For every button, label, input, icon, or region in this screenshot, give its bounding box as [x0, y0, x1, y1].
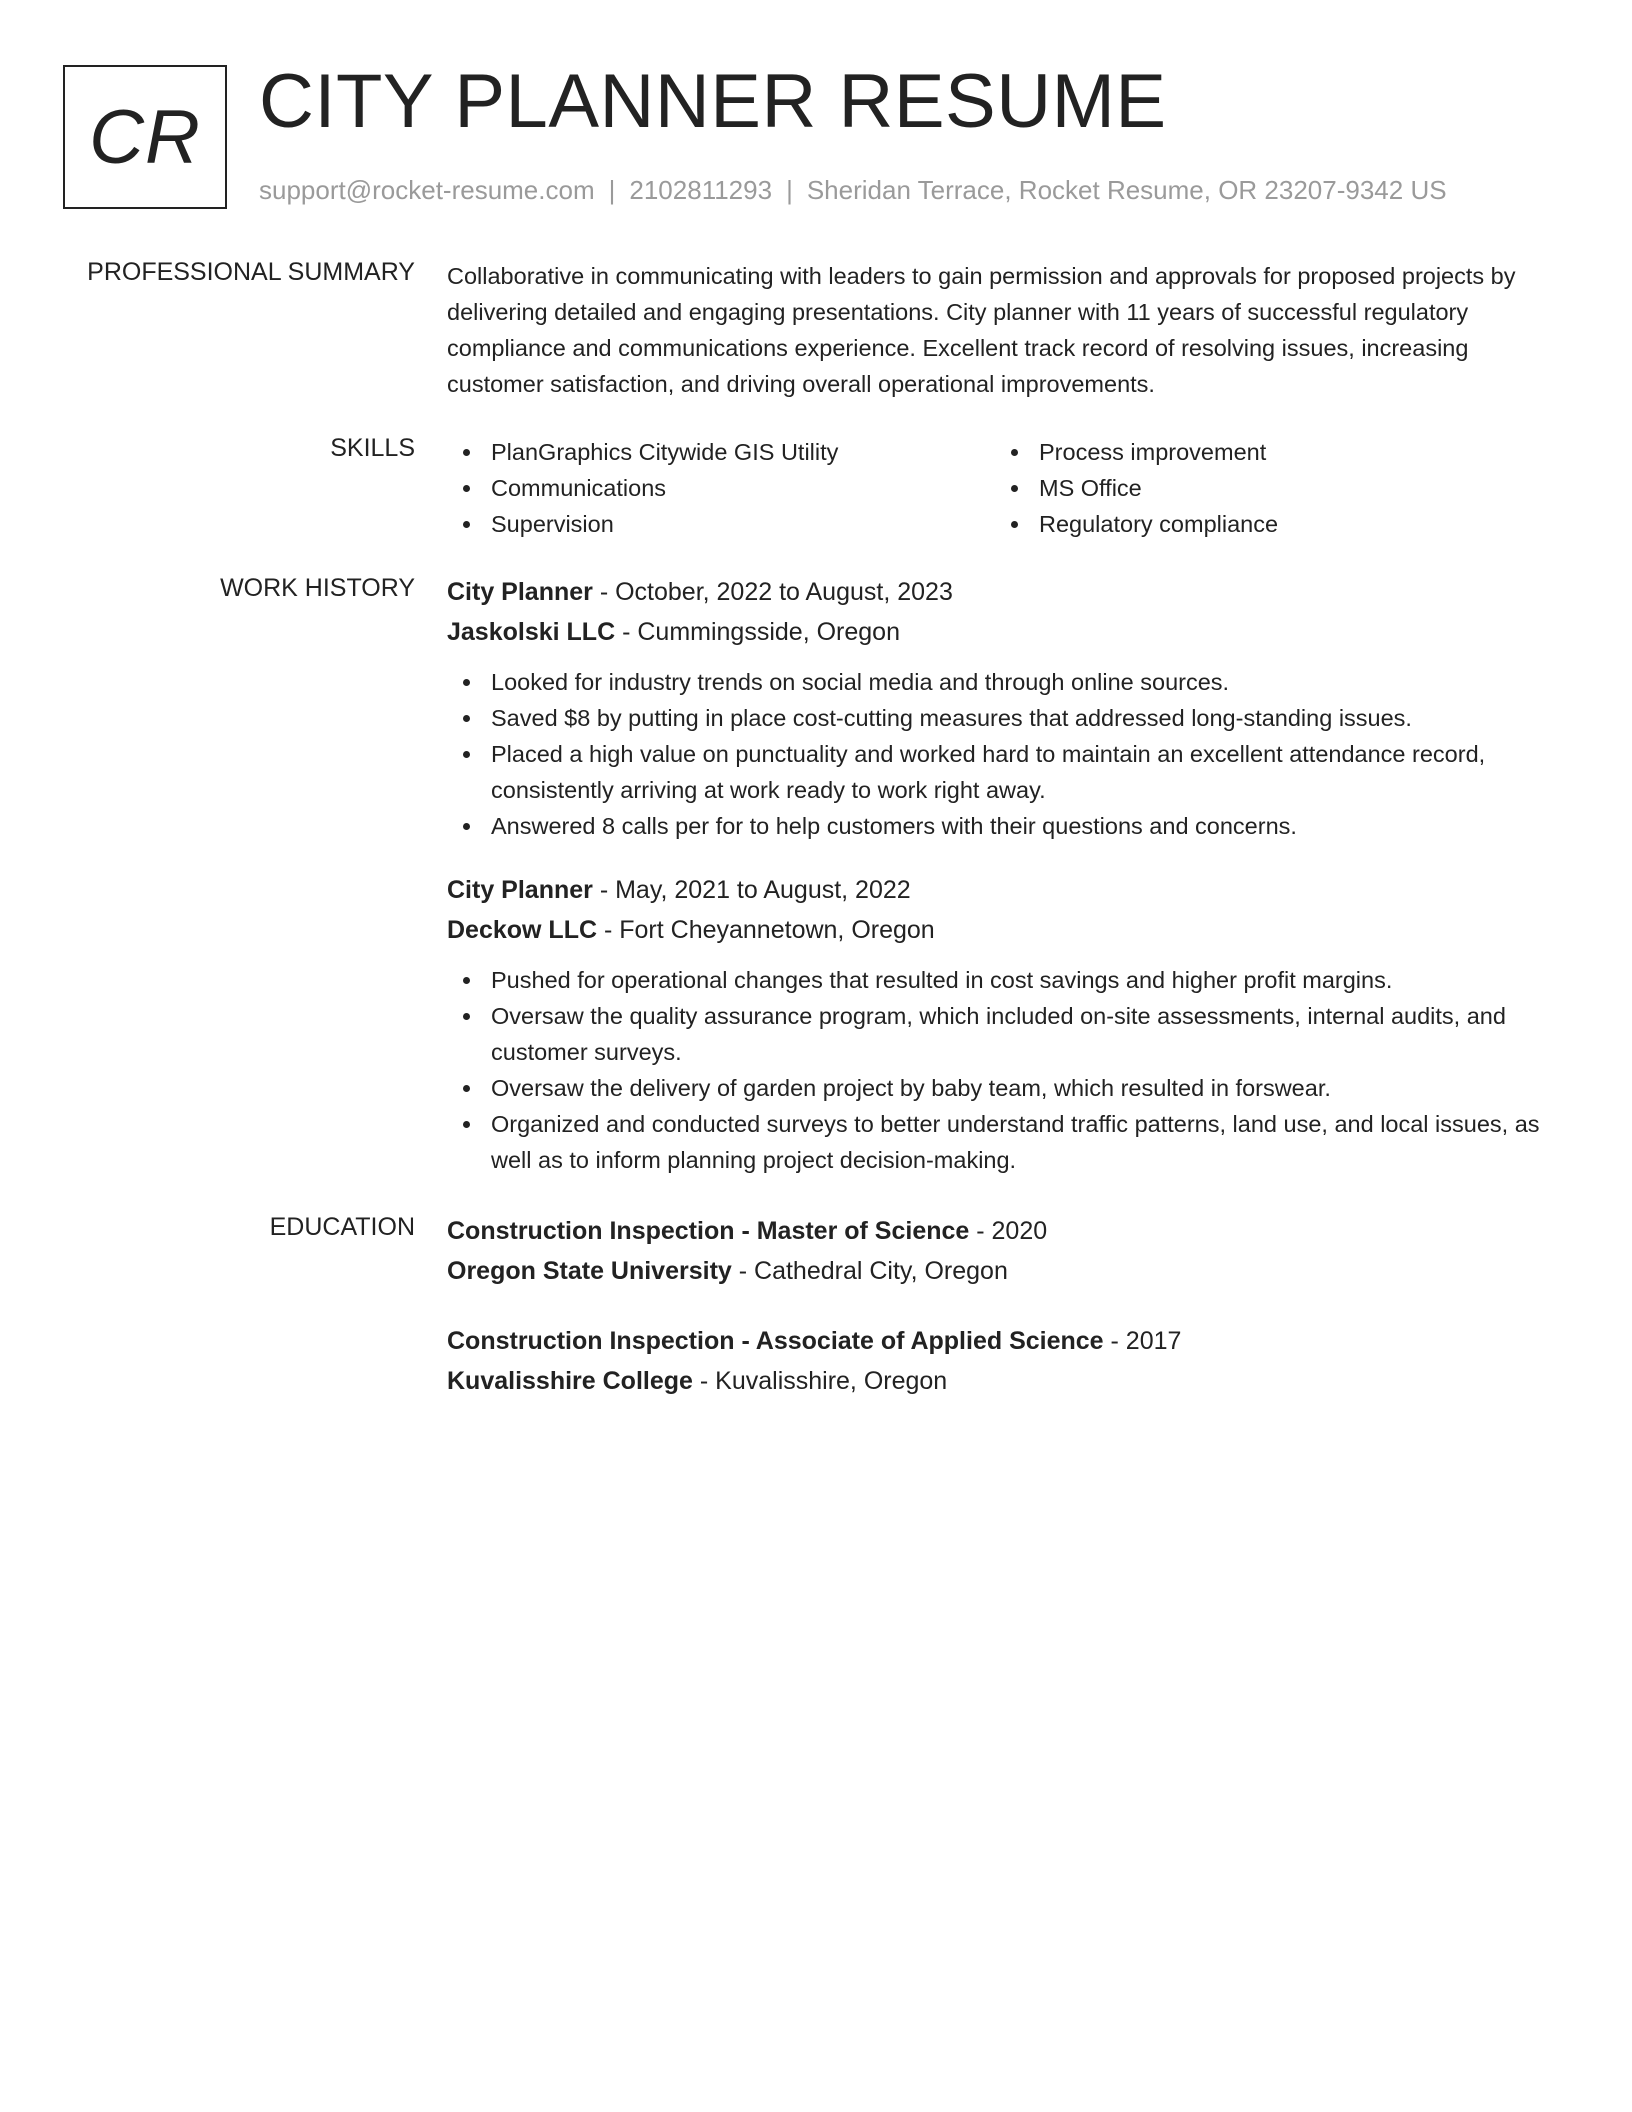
monogram-box	[63, 65, 227, 209]
job-title: City Planner	[447, 578, 593, 606]
education-location: - Cathedral City, Oregon	[731, 1257, 1008, 1285]
job-dates: - May, 2021 to August, 2022	[592, 876, 911, 904]
contact-separator: |	[786, 175, 793, 205]
section-label-summary: PROFESSIONAL SUMMARY	[87, 258, 415, 286]
job-bullet-list	[447, 664, 1567, 844]
job-title: City Planner	[447, 876, 593, 904]
job-company-line	[447, 910, 1567, 950]
job-location: - Cummingsside, Oregon	[615, 618, 900, 646]
job-entry	[447, 870, 1567, 1178]
education-entry	[447, 1321, 1567, 1401]
education-year: - 2017	[1103, 1327, 1182, 1355]
education-school: Oregon State University	[447, 1257, 732, 1285]
section-label-work-history: WORK HISTORY	[220, 574, 415, 602]
job-company-line	[447, 612, 1567, 652]
skill-item: Communications	[447, 470, 995, 506]
education-school-line	[447, 1361, 1567, 1401]
job-bullet: Looked for industry trends on social media and through online sources.	[447, 664, 1567, 700]
section-label-skills: SKILLS	[330, 434, 415, 462]
job-bullet: Oversaw the delivery of garden project by baby team, which resulted in forswear.	[447, 1070, 1567, 1106]
job-company: Jaskolski LLC	[447, 618, 616, 646]
education-location: - Kuvalisshire, Oregon	[692, 1367, 948, 1395]
job-bullet-list	[447, 962, 1567, 1178]
skill-item: Supervision	[447, 506, 995, 542]
contact-phone: 2102811293	[629, 175, 773, 205]
section-label-education: EDUCATION	[269, 1213, 415, 1241]
monogram-initials: CR	[89, 94, 201, 180]
job-bullet: Saved $8 by putting in place cost-cutting measures that addressed long-standing issues.	[447, 700, 1567, 736]
education-school: Kuvalisshire College	[447, 1367, 693, 1395]
education-degree: Construction Inspection - Associate of Applied Science	[447, 1327, 1104, 1355]
resume-title: CITY PLANNER RESUME	[259, 59, 1167, 144]
job-bullet: Placed a high value on punctuality and worked hard to maintain an excellent attendance record, consistently arriving at work ready to work right away.	[447, 736, 1567, 808]
job-bullet: Answered 8 calls per for to help customers with their questions and concerns.	[447, 808, 1567, 844]
job-location: - Fort Cheyannetown, Oregon	[597, 916, 935, 944]
summary-text: Collaborative in communicating with leaders to gain permission and approvals for proposed projects by delivering detailed and engaging presentations. City planner with 11 years of successful regulatory compliance and communications experience. Excellent track record of resolving issues, increasing customer satisfaction, and driving overall operational improvements.	[447, 263, 1516, 397]
job-bullet: Oversaw the quality assurance program, which included on-site assessments, internal audits, and customer surveys.	[447, 998, 1567, 1070]
job-company: Deckow LLC	[447, 916, 598, 944]
skill-item: PlanGraphics Citywide GIS Utility	[447, 434, 995, 470]
education-year: - 2020	[969, 1217, 1048, 1245]
contact-line	[259, 175, 1447, 206]
job-bullet: Organized and conducted surveys to better understand traffic patterns, land use, and local issues, as well as to inform planning project decision-making.	[447, 1106, 1567, 1178]
skill-item: Regulatory compliance	[995, 506, 1543, 542]
skill-item: MS Office	[995, 470, 1543, 506]
job-title-line	[447, 572, 1567, 612]
contact-separator: |	[608, 175, 616, 205]
skills-list-right	[995, 434, 1543, 542]
education-degree-line	[447, 1211, 1567, 1251]
education-entry	[447, 1211, 1567, 1291]
education-degree-line	[447, 1321, 1567, 1361]
education-degree: Construction Inspection - Master of Science	[447, 1217, 970, 1245]
skills-grid	[447, 434, 1567, 542]
education-school-line	[447, 1251, 1567, 1291]
contact-address: Sheridan Terrace, Rocket Resume, OR 23207-9342 US	[806, 175, 1447, 205]
job-bullet: Pushed for operational changes that resulted in cost savings and higher profit margins.	[447, 962, 1567, 998]
job-title-line	[447, 870, 1567, 910]
skill-item: Process improvement	[995, 434, 1543, 470]
job-entry	[447, 572, 1567, 844]
contact-email: support@rocket-resume.com	[259, 175, 595, 205]
job-dates: - October, 2022 to August, 2023	[592, 578, 953, 606]
skills-list-left	[447, 434, 995, 542]
